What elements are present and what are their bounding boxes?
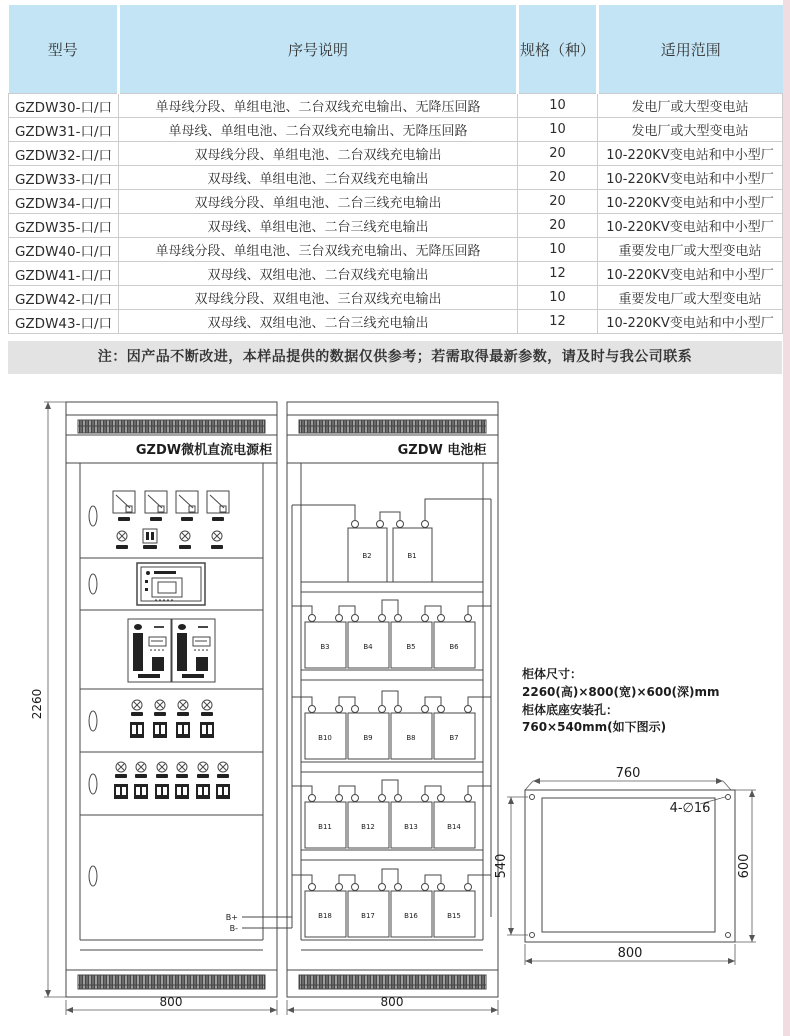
battery-label: B11 bbox=[318, 823, 332, 831]
battery-terminal bbox=[379, 795, 386, 802]
cell-description: 双母线分段、双组电池、三台双线充电输出 bbox=[119, 286, 518, 310]
battery-wire bbox=[468, 697, 491, 705]
cell-description: 双母线分段、单组电池、二台双线充电输出 bbox=[119, 142, 518, 166]
dim-label-540: 540 bbox=[494, 853, 509, 879]
battery-label: B8 bbox=[406, 734, 416, 742]
indicator-lamp bbox=[179, 531, 191, 549]
table-row bbox=[9, 166, 783, 190]
battery-terminal bbox=[379, 615, 386, 622]
cell-description: 双母线、双组电池、二台双线充电输出 bbox=[119, 262, 518, 286]
battery-terminal bbox=[465, 706, 472, 713]
col-header-description: 序号说明 bbox=[119, 5, 518, 94]
top-vent-grille bbox=[299, 420, 486, 433]
battery-link-wire bbox=[382, 780, 398, 794]
battery-terminal bbox=[397, 521, 404, 528]
technical-drawing bbox=[0, 374, 790, 1036]
battery-terminal bbox=[395, 615, 402, 622]
cabinet-outline bbox=[287, 402, 498, 997]
cell-spec: 10 bbox=[518, 118, 598, 142]
spec-line-2: 2260(高)×800(宽)×600(深)mm bbox=[522, 685, 720, 699]
col-header-model: 型号 bbox=[9, 5, 119, 94]
table-row bbox=[9, 310, 783, 334]
breaker-unit bbox=[130, 700, 144, 738]
battery-wire bbox=[292, 697, 312, 705]
spec-table bbox=[8, 5, 783, 334]
base-dim-800 bbox=[525, 944, 735, 965]
battery-terminal bbox=[309, 706, 316, 713]
cell-range: 10-220KV变电站和中小型厂 bbox=[598, 262, 783, 286]
battery-wire bbox=[468, 606, 491, 614]
cell-spec: 20 bbox=[518, 166, 598, 190]
charger-module bbox=[172, 619, 215, 682]
height-dim-label: 2260 bbox=[30, 688, 44, 720]
cell-model: GZDW31-口/口 bbox=[9, 118, 119, 142]
battery-terminal bbox=[465, 615, 472, 622]
power-cabinet-title: GZDW微机直流电源柜 bbox=[135, 443, 273, 458]
door-handle bbox=[89, 506, 97, 526]
cell-spec: 10 bbox=[518, 238, 598, 262]
meter-panel bbox=[113, 491, 229, 549]
col-header-range: 适用范围 bbox=[598, 5, 783, 94]
battery-terminal bbox=[352, 615, 359, 622]
battery-label: B3 bbox=[320, 643, 330, 651]
spec-line-3: 柜体底座安装孔： bbox=[522, 703, 619, 717]
battery-link-wire bbox=[425, 875, 441, 883]
breaker-unit bbox=[114, 762, 128, 799]
battery-link-wire bbox=[382, 869, 398, 883]
charger-module bbox=[128, 619, 171, 682]
breaker-unit bbox=[134, 762, 148, 799]
monitor-screen bbox=[152, 578, 182, 597]
battery-link-wire bbox=[425, 697, 441, 705]
dim-label-800: 800 bbox=[617, 946, 643, 961]
battery-terminal bbox=[352, 795, 359, 802]
battery-link-wire bbox=[339, 875, 355, 883]
battery-cabinet-title: GZDW 电池柜 bbox=[397, 443, 487, 458]
battery-wire bbox=[425, 499, 491, 520]
battery-terminal bbox=[438, 706, 445, 713]
table-row bbox=[9, 262, 783, 286]
width-dimension-right bbox=[287, 995, 498, 1015]
battery-terminal bbox=[438, 615, 445, 622]
cell-description: 单母线分段、单组电池、二台双线充电输出、无降压回路 bbox=[119, 94, 518, 118]
cell-model: GZDW42-口/口 bbox=[9, 286, 119, 310]
analog-meter bbox=[207, 491, 229, 521]
battery-terminal bbox=[465, 795, 472, 802]
cell-spec: 10 bbox=[518, 94, 598, 118]
battery-terminal bbox=[379, 706, 386, 713]
cell-description: 双母线、单组电池、二台三线充电输出 bbox=[119, 214, 518, 238]
cell-spec: 20 bbox=[518, 142, 598, 166]
cell-description: 单母线分段、单组电池、三台双线充电输出、无降压回路 bbox=[119, 238, 518, 262]
indicator-lamp bbox=[211, 531, 223, 549]
battery-terminal bbox=[379, 884, 386, 891]
cell-range: 10-220KV变电站和中小型厂 bbox=[598, 214, 783, 238]
base-inner-outline bbox=[542, 798, 715, 932]
battery-terminal bbox=[336, 884, 343, 891]
cell-description: 单母线、单组电池、二台双线充电输出、无降压回路 bbox=[119, 118, 518, 142]
breaker-unit bbox=[176, 700, 190, 738]
battery-terminal bbox=[395, 706, 402, 713]
battery-terminal bbox=[422, 795, 429, 802]
battery-terminal bbox=[336, 615, 343, 622]
width-dim-label: 800 bbox=[380, 995, 404, 1009]
cell-spec: 20 bbox=[518, 190, 598, 214]
mounting-hole bbox=[726, 933, 731, 938]
cell-range: 重要发电厂或大型变电站 bbox=[598, 238, 783, 262]
battery-row bbox=[292, 691, 491, 759]
cell-range: 发电厂或大型变电站 bbox=[598, 94, 783, 118]
cell-range: 10-220KV变电站和中小型厂 bbox=[598, 142, 783, 166]
battery-cabinet bbox=[287, 402, 498, 997]
spec-line-4: 760×540mm(如下图示) bbox=[522, 720, 667, 734]
battery-label: B4 bbox=[363, 643, 373, 651]
cell-description: 双母线分段、单组电池、二台三线充电输出 bbox=[119, 190, 518, 214]
battery-label: B10 bbox=[318, 734, 332, 742]
door-handle bbox=[89, 711, 97, 731]
battery-link-wire bbox=[425, 606, 441, 614]
battery-terminal bbox=[352, 884, 359, 891]
cell-model: GZDW32-口/口 bbox=[9, 142, 119, 166]
dim-label-760: 760 bbox=[615, 766, 641, 781]
battery-terminal bbox=[336, 706, 343, 713]
battery-terminal bbox=[309, 795, 316, 802]
battery-terminal bbox=[438, 884, 445, 891]
battery-label: B7 bbox=[449, 734, 459, 742]
table-row bbox=[9, 118, 783, 142]
battery-label: B9 bbox=[363, 734, 373, 742]
battery-label: B6 bbox=[449, 643, 459, 651]
battery-terminal bbox=[422, 884, 429, 891]
mounting-hole bbox=[530, 795, 535, 800]
spec-line-1: 柜体尺寸： bbox=[522, 667, 583, 681]
height-dimension bbox=[30, 402, 66, 997]
battery-link-wire bbox=[382, 691, 398, 705]
base-dim-600 bbox=[735, 790, 756, 942]
breaker-unit bbox=[153, 700, 167, 738]
monitor-module bbox=[137, 563, 205, 605]
battery-terminal bbox=[395, 795, 402, 802]
top-vent-grille bbox=[78, 420, 265, 433]
cell-model: GZDW33-口/口 bbox=[9, 166, 119, 190]
cell-model: GZDW35-口/口 bbox=[9, 214, 119, 238]
battery-terminal bbox=[377, 521, 384, 528]
analog-meter bbox=[145, 491, 167, 521]
cell-description: 双母线、双组电池、二台三线充电输出 bbox=[119, 310, 518, 334]
battery-wire bbox=[292, 875, 312, 883]
bottom-vent-grille bbox=[78, 975, 265, 989]
battery-label: B16 bbox=[404, 912, 418, 920]
indicator-lamp bbox=[116, 531, 128, 549]
col-header-spec: 规格（种） bbox=[518, 5, 598, 94]
table-row bbox=[9, 238, 783, 262]
table-row bbox=[9, 142, 783, 166]
battery-terminal bbox=[352, 521, 359, 528]
battery-wire bbox=[292, 786, 312, 794]
base-dim-540 bbox=[494, 797, 528, 935]
battery-link-wire bbox=[339, 697, 355, 705]
door-handle bbox=[89, 774, 97, 794]
battery-label: B2 bbox=[362, 552, 372, 560]
battery-row bbox=[292, 600, 491, 668]
battery-terminal bbox=[336, 795, 343, 802]
cell-model: GZDW43-口/口 bbox=[9, 310, 119, 334]
cell-model: GZDW41-口/口 bbox=[9, 262, 119, 286]
base-mounting-diagram bbox=[494, 766, 756, 965]
cabinet-outline bbox=[66, 402, 277, 997]
battery-label: B14 bbox=[447, 823, 461, 831]
battery-label: B15 bbox=[447, 912, 461, 920]
cell-spec: 10 bbox=[518, 286, 598, 310]
note-bar bbox=[8, 341, 782, 374]
analog-meter bbox=[113, 491, 135, 521]
cell-spec: 20 bbox=[518, 214, 598, 238]
terminal-label-negative: B- bbox=[229, 924, 238, 933]
cell-spec: 12 bbox=[518, 310, 598, 334]
breaker-unit bbox=[175, 762, 189, 799]
cell-range: 10-220KV变电站和中小型厂 bbox=[598, 310, 783, 334]
cell-range: 发电厂或大型变电站 bbox=[598, 118, 783, 142]
cell-range: 重要发电厂或大型变电站 bbox=[598, 286, 783, 310]
cell-model: GZDW30-口/口 bbox=[9, 94, 119, 118]
mounting-hole bbox=[726, 795, 731, 800]
breaker-unit bbox=[196, 762, 210, 799]
door-handle bbox=[89, 866, 97, 886]
cell-model: GZDW34-口/口 bbox=[9, 190, 119, 214]
cell-range: 10-220KV变电站和中小型厂 bbox=[598, 190, 783, 214]
dim-label-600: 600 bbox=[737, 853, 752, 879]
battery-label: B18 bbox=[318, 912, 332, 920]
battery-label: B5 bbox=[406, 643, 416, 651]
cell-description: 双母线、单组电池、二台双线充电输出 bbox=[119, 166, 518, 190]
breaker-panel-6 bbox=[114, 762, 230, 799]
width-dimension-left bbox=[66, 995, 277, 1015]
table-row bbox=[9, 190, 783, 214]
width-dim-label: 800 bbox=[159, 995, 183, 1009]
battery-wire bbox=[468, 786, 491, 794]
breaker-unit bbox=[200, 700, 214, 738]
battery-terminal bbox=[422, 615, 429, 622]
selector-switch bbox=[143, 529, 157, 549]
table-header-row bbox=[9, 5, 783, 94]
table-row bbox=[9, 214, 783, 238]
cell-spec: 12 bbox=[518, 262, 598, 286]
battery-terminal bbox=[422, 706, 429, 713]
terminal-label-positive: B+ bbox=[225, 913, 238, 922]
battery-terminal bbox=[309, 615, 316, 622]
battery-label: B12 bbox=[361, 823, 375, 831]
battery-link-wire bbox=[339, 606, 355, 614]
table-row bbox=[9, 286, 783, 310]
battery-link-wire bbox=[382, 600, 398, 614]
battery-row bbox=[292, 869, 491, 937]
cabinet-spec-text bbox=[522, 666, 720, 734]
battery-wire bbox=[468, 875, 491, 883]
battery-terminal bbox=[465, 884, 472, 891]
mounting-hole bbox=[530, 933, 535, 938]
breaker-unit bbox=[155, 762, 169, 799]
battery-row bbox=[292, 780, 491, 848]
cell-range: 10-220KV变电站和中小型厂 bbox=[598, 166, 783, 190]
battery-link-wire bbox=[380, 512, 400, 520]
breaker-unit bbox=[216, 762, 230, 799]
power-cabinet bbox=[66, 402, 292, 997]
bottom-vent-grille bbox=[299, 975, 486, 989]
door-handle bbox=[89, 574, 97, 594]
note-text: 注：因产品不断改进，本样品提供的数据仅供参考；若需取得最新参数，请及时与我公司联系 bbox=[97, 349, 693, 365]
cell-model: GZDW40-口/口 bbox=[9, 238, 119, 262]
battery-link-wire bbox=[425, 786, 441, 794]
battery-terminal bbox=[352, 706, 359, 713]
battery-label: B17 bbox=[361, 912, 375, 920]
breaker-panel-4 bbox=[130, 700, 214, 738]
battery-link-wire bbox=[339, 786, 355, 794]
battery-wire bbox=[292, 606, 312, 614]
battery-terminal bbox=[438, 795, 445, 802]
analog-meter bbox=[176, 491, 198, 521]
battery-terminal bbox=[422, 521, 429, 528]
battery-terminal bbox=[395, 884, 402, 891]
battery-row bbox=[292, 499, 491, 582]
base-dim-760 bbox=[525, 766, 731, 790]
hole-callout-label: 4-∅16 bbox=[669, 801, 711, 816]
table-row bbox=[9, 94, 783, 118]
battery-label: B1 bbox=[407, 552, 417, 560]
battery-terminal bbox=[309, 884, 316, 891]
battery-label: B13 bbox=[404, 823, 418, 831]
page-edge-strip bbox=[783, 0, 790, 1036]
